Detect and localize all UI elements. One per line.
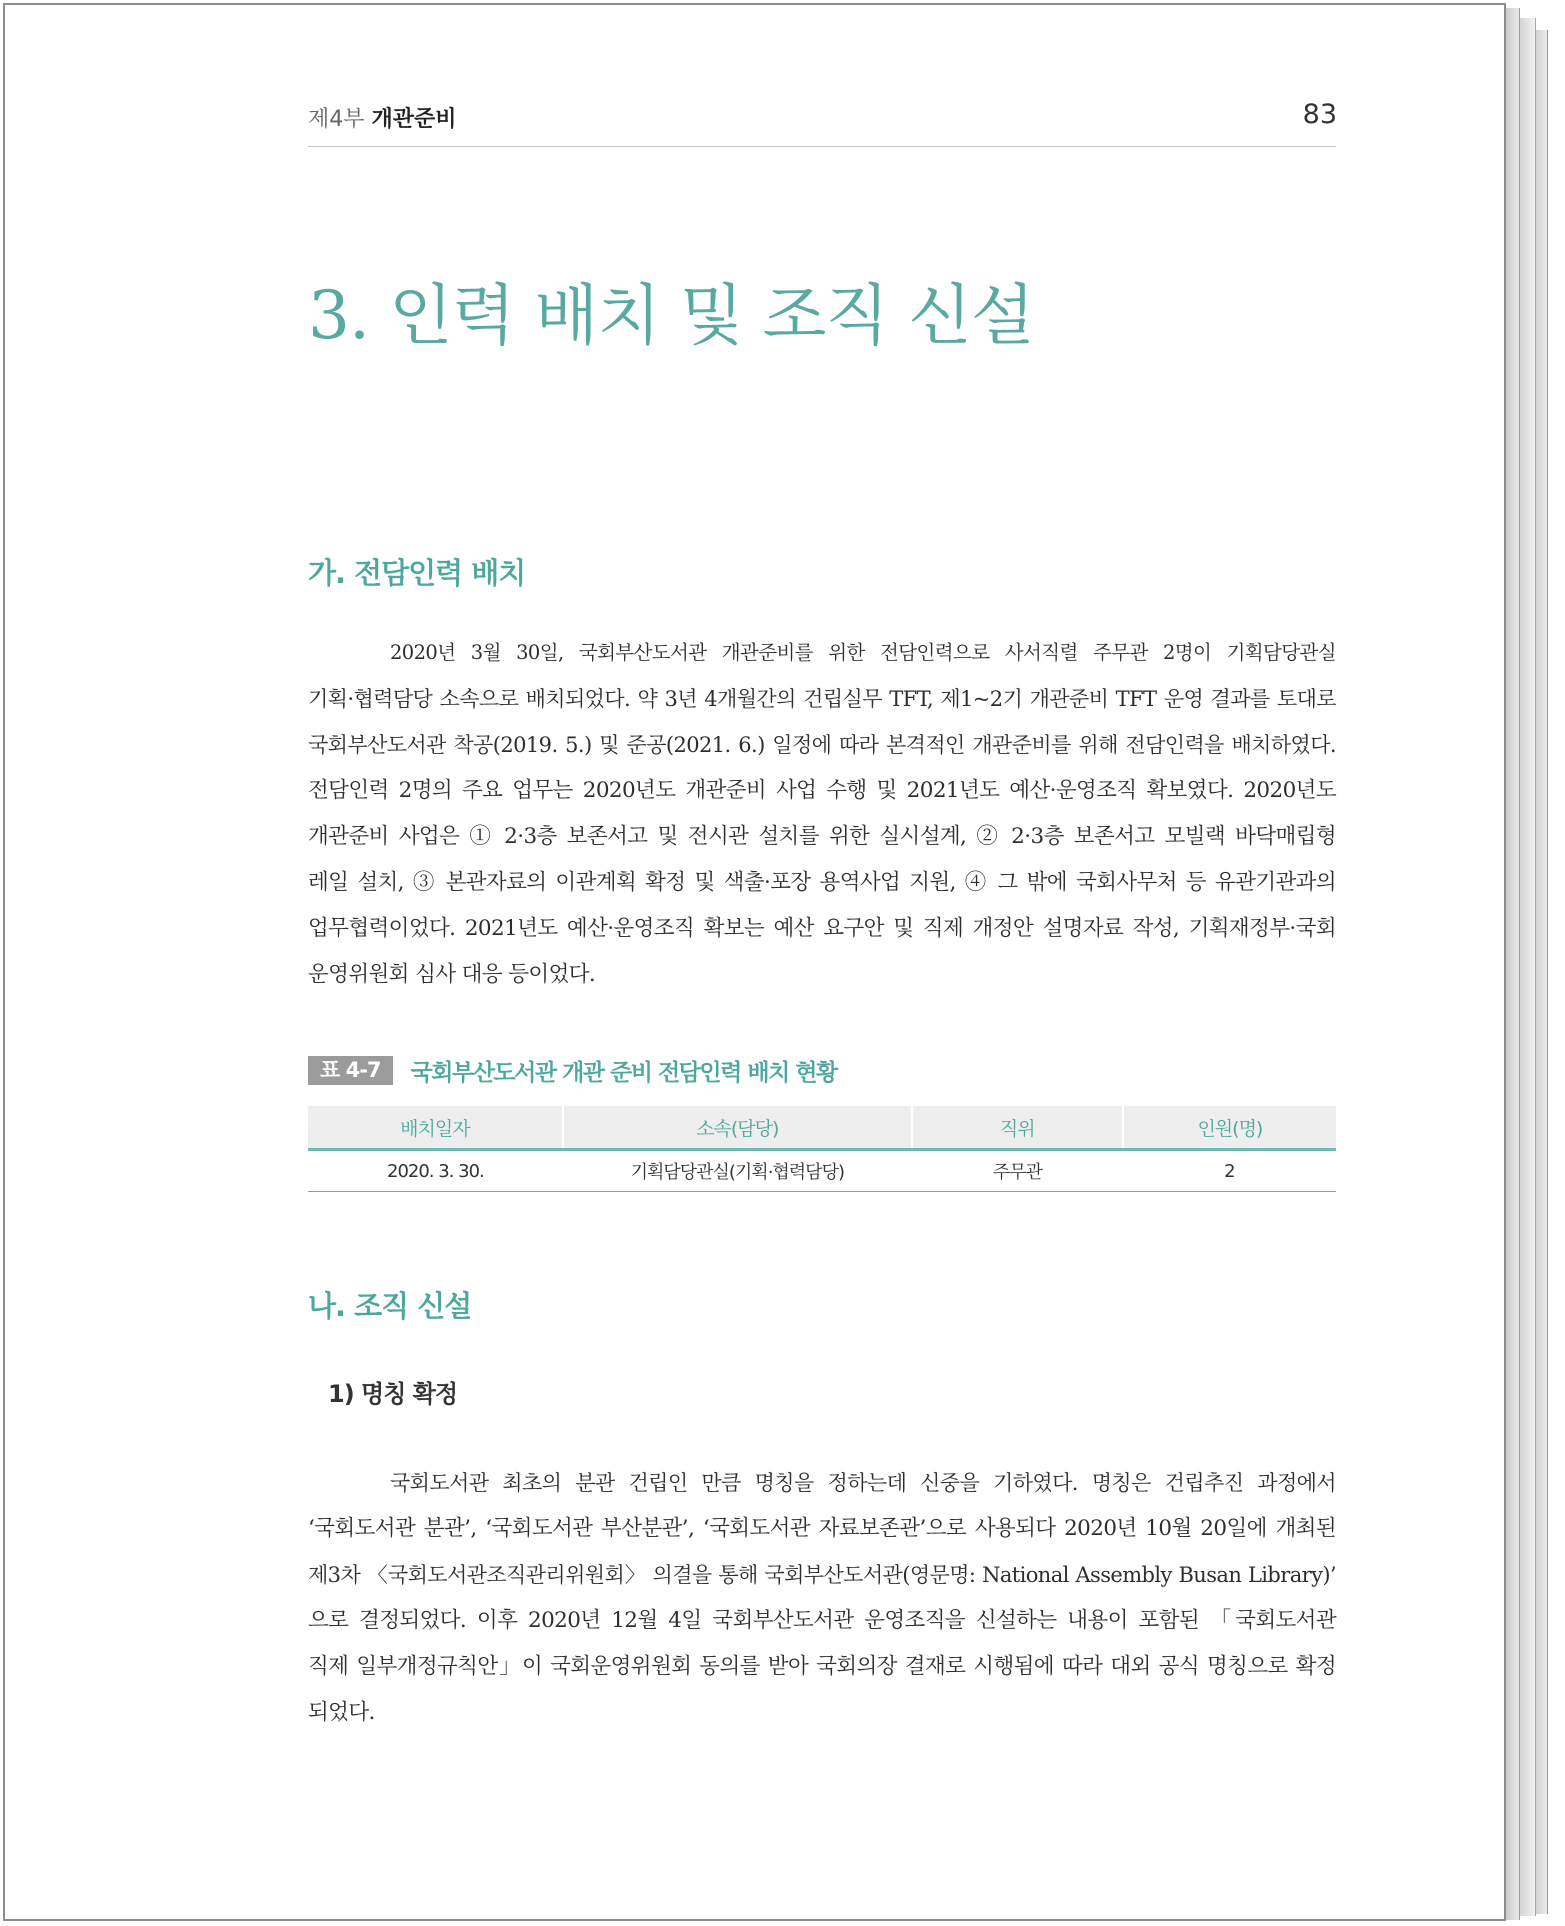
paragraph-line: 국회부산도서관 착공(2019. 5.) 및 준공(2021. 6.) 일정에 따라 본격적인 개관준비를 위해 전담인력을 배치하였다. [308,733,1336,757]
table-cell: 2020. 3. 30. [308,1150,563,1192]
subsection-title: 1) 명칭 확정 [328,1380,458,1408]
table-title: 국회부산도서관 개관 준비 전담인력 배치 현황 [410,1059,837,1086]
section-title-a: 가. 전담인력 배치 [308,556,526,590]
section-title-b: 나. 조직 신설 [308,1289,472,1323]
page-stack-edge [1519,18,1536,1916]
part-label: 제4부 [308,107,365,132]
column-header: 인원(명) [1123,1106,1336,1150]
column-header: 배치일자 [308,1106,563,1150]
paragraph-line: 국회도서관 최초의 분관 건립인 만큼 명칭을 정하는데 신중을 기하였다. 명칭은 건립추진 과정에서 [390,1471,1336,1495]
paragraph-line: 운영위원회 심사 대응 등이었다. [308,962,596,987]
paragraph-line: 전담인력 2명의 주요 업무는 2020년도 개관준비 사업 수행 및 2021년도 예산·운영조직 확보였다. 2020년도 [308,778,1336,803]
paragraph-line: 개관준비 사업은 ① 2·3층 보존서고 및 전시관 설치를 위한 실시설계, ② 2·3층 보존서고 모빌랙 바닥매립형 [308,824,1336,849]
table-header-row [308,1106,1336,1150]
column-header: 직위 [912,1106,1123,1150]
page-stack-edge [1535,30,1548,1914]
section-a-paragraph [308,630,1336,998]
page-stack-edge [1505,8,1520,1920]
paragraph-line: 레일 설치, ③ 본관자료의 이관계획 확정 및 색출·포장 용역사업 지원, ④ 그 밖에 국회사무처 등 유관기관과의 [308,870,1336,895]
table-cell: 2 [1123,1150,1336,1192]
part-title: 개관준비 [371,107,457,132]
paragraph-line: 업무협력이었다. 2021년도 예산·운영조직 확보는 예산 요구안 및 직제 개정안 설명자료 작성, 기획재정부·국회 [308,916,1336,941]
header-divider [308,146,1336,147]
column-header: 소속(담당) [563,1106,912,1150]
paragraph-line: 2020년 3월 30일, 국회부산도서관 개관준비를 위한 전담인력으로 사서직렬 주무관 2명이 기획담당관실 [390,641,1336,664]
staff-assignment-table [308,1106,1336,1192]
paragraph-line: 제3차 〈국회도서관조직관리위원회〉 의결을 통해 국회부산도서관(영문명: National Assembly Busan Library)’ [308,1563,1336,1587]
paragraph-line: ‘국회도서관 분관’, ‘국회도서관 부산분관’, ‘국회도서관 자료보존관’으로 사용되다 2020년 10월 20일에 개최된 [308,1516,1336,1541]
chapter-title: 3. 인력 배치 및 조직 신설 [308,277,1034,354]
table-cell: 기획담당관실(기획·협력담당) [563,1150,912,1192]
paragraph-line: 되었다. [308,1700,375,1725]
table-number-tag: 표 4-7 [308,1056,393,1085]
section-b-paragraph [308,1460,1336,1736]
running-header [308,102,457,133]
page-number: 83 [1302,99,1337,130]
table-row [308,1150,1336,1192]
paragraph-line: 으로 결정되었다. 이후 2020년 12월 4일 국회부산도서관 운영조직을 신설하는 내용이 포함된 「국회도서관 [308,1608,1336,1633]
table-caption [308,1055,837,1085]
paragraph-line: 기획·협력담당 소속으로 배치되었다. 약 3년 4개월간의 건립실무 TFT, 제1~2기 개관준비 TFT 운영 결과를 토대로 [308,687,1336,711]
table-cell: 주무관 [912,1150,1123,1192]
paragraph-line: 직제 일부개정규칙안」이 국회운영위원회 동의를 받아 국회의장 결재로 시행됨에 따라 대외 공식 명칭으로 확정 [308,1654,1336,1679]
